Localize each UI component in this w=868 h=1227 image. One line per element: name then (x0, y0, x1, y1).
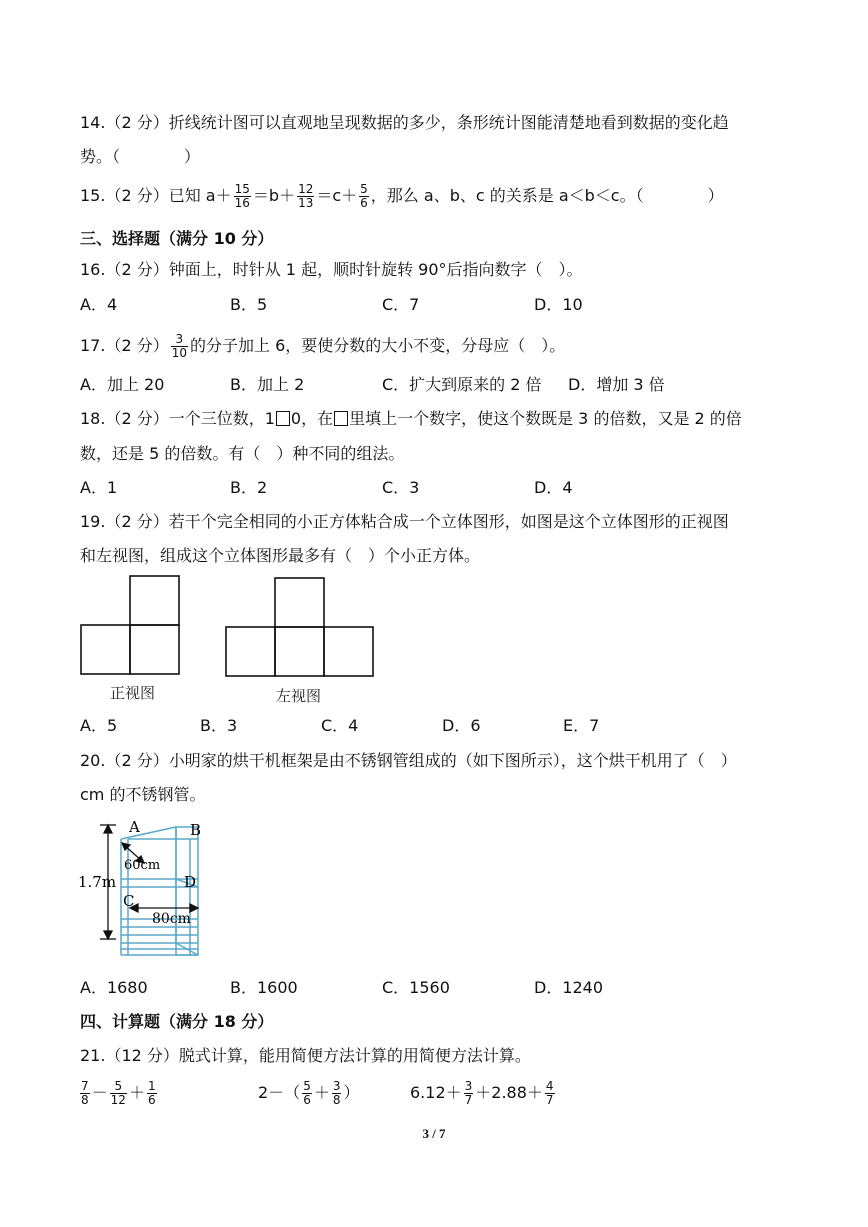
q17-suffix: 的分子加上 6，要使分数的大小不变，分母应（ ）。 (190, 336, 566, 355)
q20-line1: 20.（2 分）小明家的烘干机框架是由不锈钢管组成的（如下图所示），这个烘干机用了（ ） (80, 751, 737, 770)
label-b: B (190, 821, 202, 839)
numerator: 3 (332, 1079, 341, 1093)
q15-suffix: ，那么 a、b、c 的关系是 a＜b＜c。（ ） (370, 186, 724, 205)
label-a: A (129, 818, 140, 836)
q21-expression-1 (78, 1080, 159, 1107)
front-view-label: 正视图 (110, 684, 156, 702)
denominator: 6 (147, 1093, 156, 1107)
numerator: 5 (303, 1079, 311, 1093)
q19-option-a: A．5 (80, 716, 118, 735)
q21-expression-3 (410, 1080, 557, 1107)
fraction (80, 1080, 90, 1107)
numerator: 15 (234, 182, 250, 196)
q15-mid2: ＝c＋ (316, 186, 358, 205)
q14-line2: 势。（ ） (80, 147, 201, 166)
q18-prefix: 18.（2 分）一个三位数，1 (80, 409, 275, 428)
q16-option-d: D．10 (534, 295, 583, 314)
numerator: 5 (360, 182, 368, 196)
q20-option-c: C．1560 (382, 978, 450, 997)
q17-prefix: 17.（2 分） (80, 336, 169, 355)
q15-prefix: 15.（2 分）已知 a＋ (80, 186, 232, 205)
denominator: 8 (332, 1093, 341, 1107)
expression-prefix: 6.12＋ (410, 1083, 462, 1102)
fraction (464, 1080, 474, 1107)
numerator: 7 (81, 1079, 89, 1093)
q19-option-b: B．3 (200, 716, 238, 735)
q18-option-a: A．1 (80, 478, 118, 497)
q21-expression-2 (258, 1080, 360, 1107)
operator: － (91, 1083, 108, 1102)
q17-option-a: A．加上 20 (80, 375, 165, 394)
operator: ＋ (313, 1083, 330, 1102)
front-view-figure (81, 576, 179, 674)
denominator: 10 (171, 346, 187, 360)
q20-option-b: B．1600 (230, 978, 298, 997)
expression-suffix: ） (343, 1083, 360, 1102)
frame-lines (121, 827, 198, 955)
denominator: 8 (81, 1093, 89, 1107)
numerator: 3 (464, 1079, 473, 1093)
dryer-frame-figure (70, 815, 220, 965)
page-number: 3 / 7 (422, 1126, 446, 1141)
left-view-label: 左视图 (276, 687, 322, 705)
numerator: 5 (110, 1080, 127, 1094)
fraction (302, 1080, 312, 1107)
expression-middle: ＋2.88＋ (475, 1083, 543, 1102)
height-label: 1.7m (78, 873, 117, 891)
q18-line2: 数，还是 5 的倍数。有（ ）种不同的组法。 (80, 444, 405, 463)
fraction (332, 1080, 342, 1107)
operator: ＋ (128, 1083, 145, 1102)
q16-option-b: B．5 (230, 295, 268, 314)
numerator: 1 (147, 1079, 156, 1093)
denominator: 13 (298, 196, 314, 210)
q18-option-d: D．4 (534, 478, 573, 497)
denominator: 16 (234, 196, 250, 210)
q21-text: 21.（12 分）脱式计算，能用简便方法计算的用简便方法计算。 (80, 1046, 531, 1065)
denominator: 7 (545, 1093, 554, 1107)
q18-option-c: C．3 (382, 478, 420, 497)
section-heading-4: 四、计算题（满分 18 分） (80, 1012, 274, 1031)
q17-option-c: C．扩大到原来的 2 倍 (382, 375, 542, 394)
q18-suffix: 里填上一个数字，使这个数既是 3 的倍数，又是 2 的倍 (349, 409, 742, 428)
q14-line1: 14.（2 分）折线统计图可以直观地呈现数据的多少，条形统计图能清楚地看到数据的变化趋 (80, 113, 729, 132)
fraction (110, 1080, 127, 1107)
q20-line2: cm 的不锈钢管。 (80, 785, 206, 804)
q19-option-d: D．6 (442, 716, 481, 735)
q19-line1: 19.（2 分）若干个完全相同的小正方体粘合成一个立体图形，如图是这个立体图形的正视图 (80, 512, 729, 531)
q18-mid: 0，在 (290, 409, 334, 428)
width-label: 80cm (152, 911, 191, 927)
depth-label: 60cm (124, 858, 161, 873)
label-d: D (184, 873, 197, 891)
q15-mid1: ＝b＋ (252, 186, 296, 205)
denominator: 6 (303, 1093, 311, 1107)
left-view-figure (226, 578, 373, 676)
fraction (545, 1080, 555, 1107)
denominator: 12 (110, 1093, 126, 1107)
q19-line2: 和左视图，组成这个立体图形最多有（ ）个小正方体。 (80, 546, 481, 565)
q17-option-d: D．增加 3 倍 (568, 375, 665, 394)
fraction (147, 1080, 157, 1107)
q16-option-c: C．7 (382, 295, 420, 314)
numerator: 12 (298, 182, 314, 196)
section-heading-3: 三、选择题（满分 10 分） (80, 229, 274, 248)
denominator: 6 (360, 196, 368, 210)
q19-option-c: C．4 (321, 716, 359, 735)
denominator: 7 (464, 1093, 473, 1107)
q17-option-b: B．加上 2 (230, 375, 305, 394)
expression-prefix: 2－（ (258, 1083, 301, 1102)
q16-text: 16.（2 分）钟面上，时针从 1 起，顺时针旋转 90°后指向数字（ ）。 (80, 260, 583, 279)
q18-option-b: B．2 (230, 478, 268, 497)
numerator: 3 (171, 333, 188, 347)
q20-option-a: A．1680 (80, 978, 148, 997)
q20-option-d: D．1240 (534, 978, 604, 997)
label-c: C (123, 892, 135, 910)
numerator: 4 (545, 1079, 554, 1093)
q19-option-e: E．7 (563, 716, 600, 735)
q16-option-a: A．4 (80, 295, 118, 314)
